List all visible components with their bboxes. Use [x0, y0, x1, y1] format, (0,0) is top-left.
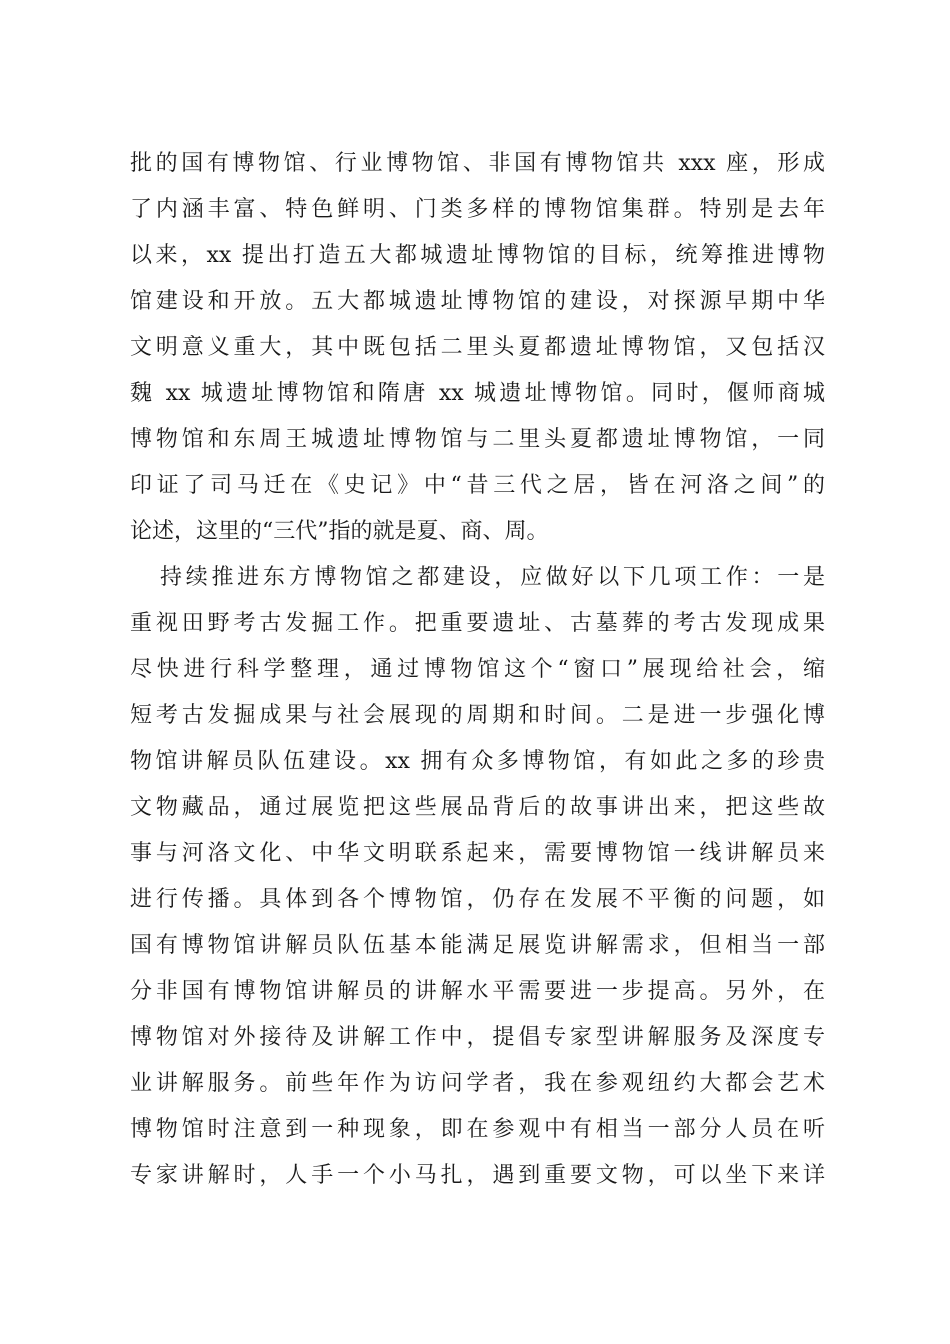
text-line: 博物馆时注意到一种现象，即在参观中有相当一部分人员在听 [130, 1117, 825, 1142]
text-line: 短考古发掘成果与社会展现的周期和时间。二是进一步强化博 [130, 703, 825, 728]
body-text [130, 141, 825, 1199]
text-line: 国有博物馆讲解员队伍基本能满足展览讲解需求，但相当一部 [130, 933, 825, 958]
text-line: 事与河洛文化、中华文明联系起来，需要博物馆一线讲解员来 [130, 841, 825, 866]
text-line: 以来，xx 提出打造五大都城遗址博物馆的目标，统筹推进博物 [130, 243, 825, 268]
text-line: 馆建设和开放。五大都城遗址博物馆的建设，对探源早期中华 [130, 289, 825, 314]
text-line: 论述，这里的“三代”指的就是夏、商、周。 [130, 519, 549, 544]
text-line: 博物馆和东周王城遗址博物馆与二里头夏都遗址博物馆，一同 [130, 427, 825, 452]
text-line: 了内涵丰富、特色鲜明、门类多样的博物馆集群。特别是去年 [130, 197, 825, 222]
text-line: 博物馆对外接待及讲解工作中，提倡专家型讲解服务及深度专 [130, 1025, 825, 1050]
paragraph-2 [130, 555, 825, 1199]
text-line: 重视田野考古发掘工作。把重要遗址、古墓葬的考古发现成果 [130, 611, 825, 636]
text-line: 物馆讲解员队伍建设。xx 拥有众多博物馆，有如此之多的珍贵 [130, 749, 825, 774]
text-line: 进行传播。具体到各个博物馆，仍存在发展不平衡的问题，如 [130, 887, 825, 912]
text-line: 印证了司马迁在《史记》中“昔三代之居，皆在河洛之间”的 [130, 473, 825, 498]
text-line: 批的国有博物馆、行业博物馆、非国有博物馆共 xxx 座，形成 [130, 151, 825, 176]
text-line: 文物藏品，通过展览把这些展品背后的故事讲出来，把这些故 [130, 795, 825, 820]
text-line: 持续推进东方博物馆之都建设，应做好以下几项工作：一是 [160, 565, 825, 590]
text-line: 尽快进行科学整理，通过博物馆这个“窗口”展现给社会，缩 [130, 657, 825, 682]
text-line: 分非国有博物馆讲解员的讲解水平需要进一步提高。另外，在 [130, 979, 825, 1004]
text-line: 专家讲解时，人手一个小马扎，遇到重要文物，可以坐下来详 [130, 1163, 825, 1188]
text-line: 魏 xx 城遗址博物馆和隋唐 xx 城遗址博物馆。同时，偃师商城 [130, 381, 825, 406]
text-line: 业讲解服务。前些年作为访问学者，我在参观纽约大都会艺术 [130, 1071, 825, 1096]
paragraph-1 [130, 141, 825, 555]
text-line: 文明意义重大，其中既包括二里头夏都遗址博物馆，又包括汉 [130, 335, 825, 360]
